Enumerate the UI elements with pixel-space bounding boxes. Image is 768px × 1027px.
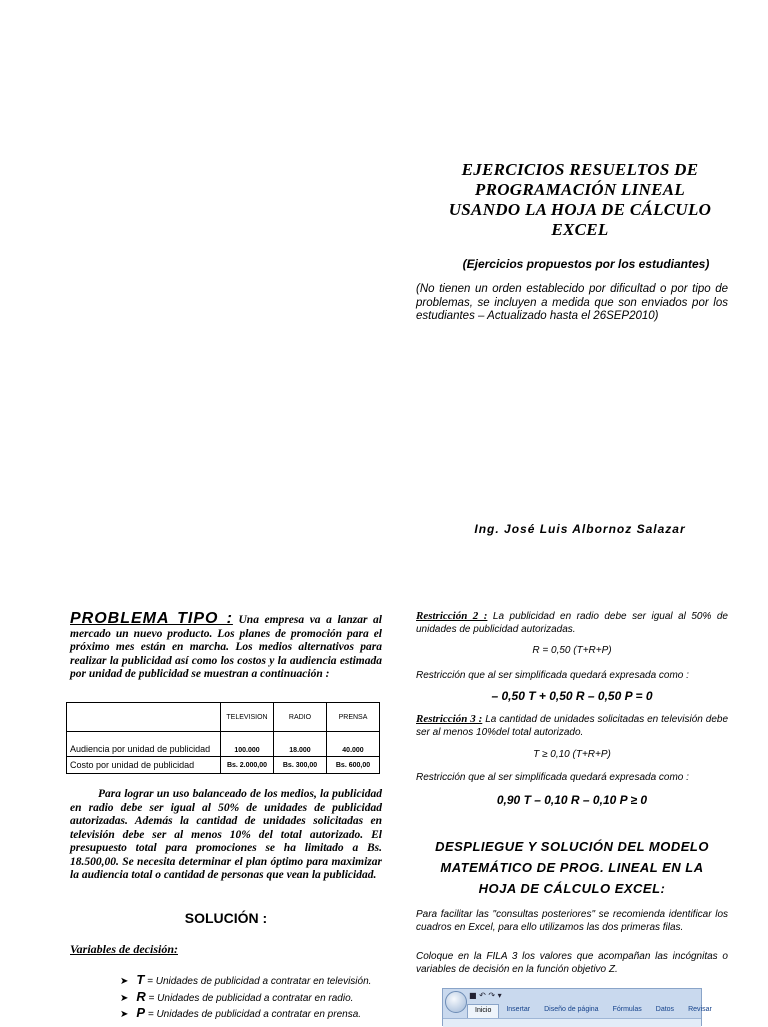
restriction-2-final: – 0,50 T + 0,50 R – 0,50 P = 0 xyxy=(491,689,653,703)
arrow-bullet-icon: ➤ xyxy=(120,976,129,987)
subtitle: (Ejercicios propuestos por los estudiantes) xyxy=(462,257,710,271)
title-line: PROGRAMACIÓN LINEAL xyxy=(474,180,686,199)
restriction-3-simplified-note: Restricción que al ser simplificada quedará expresada como : xyxy=(416,772,689,783)
problem-text: Una empresa va a lanzar al mercado un nuevo producto. Los planes de promoción para el próximo mes están en marcha. Los medios alternativos para realizar la publicidad así como los costos y la audiencia estimada por unidad de publicidad se muestran a continuación : xyxy=(70,614,383,680)
table-cell: Bs. 600,00 xyxy=(327,757,380,774)
restriction-2 xyxy=(416,610,728,636)
table-header-prensa: PRENSA xyxy=(327,703,380,732)
list-item xyxy=(120,1005,361,1020)
table-header-radio: RADIO xyxy=(274,703,327,732)
problem-heading: PROBLEMA TIPO : xyxy=(70,610,233,627)
ribbon-tab: Insertar xyxy=(506,1006,531,1013)
decision-variables-title: Variables de decisión: xyxy=(70,942,178,956)
instruction-paragraph: Coloque en la FILA 3 los valores que acompañan las incógnitas o variables de decisión en la función objetivo Z. xyxy=(416,951,728,975)
document-title xyxy=(410,160,750,240)
variable-description: = Unidades de publicidad a contratar en prensa. xyxy=(145,1009,362,1020)
title-line: USANDO LA HOJA DE CÁLCULO xyxy=(448,200,712,219)
variable-symbol: R xyxy=(136,989,146,1004)
ribbon-tab: Diseño de página xyxy=(544,1006,599,1013)
problem-statement xyxy=(70,612,382,682)
ribbon-tabs xyxy=(467,1004,719,1018)
restriction-3-text: La cantidad de unidades solicitadas en televisión debe ser al menos 10%del total autorizado. xyxy=(416,714,729,738)
table-cell: 40.000 xyxy=(327,732,380,757)
restriction-3-label: Restricción 3 : xyxy=(416,713,483,725)
table-row-label: Costo por unidad de publicidad xyxy=(67,757,221,774)
section-heading-line: MATEMÁTICO DE PROG. LINEAL EN LA xyxy=(440,860,704,875)
restriction-2-text: La publicidad en radio debe ser igual al 50% de unidades de publicidad autorizadas. xyxy=(416,611,728,635)
restriction-2-label: Restricción 2 : xyxy=(416,610,488,622)
table-row-label: Audiencia por unidad de publicidad xyxy=(67,732,221,757)
table-cell xyxy=(67,703,221,732)
table-cell: 100.000 xyxy=(221,732,274,757)
list-item xyxy=(120,989,353,1004)
table-cell: 18.000 xyxy=(274,732,327,757)
restriction-2-equation: R = 0,50 (T+R+P) xyxy=(532,645,612,656)
office-button-icon xyxy=(445,991,467,1013)
title-line: EJERCICIOS RESUELTOS DE xyxy=(461,160,699,179)
media-table xyxy=(66,702,380,774)
instruction-paragraph: Para facilitar las "consultas posteriores" se recomienda identificar los cuadros en Excel, para ello utilizamos las dos primeras filas. xyxy=(416,909,728,933)
restriction-3 xyxy=(416,713,728,739)
quick-access-toolbar-icon: ■ ↶ ↷ ▾ xyxy=(469,991,502,1000)
section-heading xyxy=(416,836,728,899)
section-heading-line: HOJA DE CÁLCULO EXCEL: xyxy=(478,881,666,896)
author: Ing. José Luis Albornoz Salazar xyxy=(474,522,686,536)
list-item xyxy=(120,972,371,987)
problem-conditions: Para lograr un uso balanceado de los medios, la publicidad en radio debe ser igual al 50% de unidades de publicidad autorizadas. Además la cantidad de unidades solicitadas en televisión debe ser al menos 10% del total autorizado. El presupuesto total para promociones se ha limitado a Bs. 18.500,00. Se necesita determinar el plan óptimo para maximizar la audiencia total o cantidad de personas que vean la publicidad. xyxy=(70,788,382,881)
variable-description: = Unidades de publicidad a contratar en radio. xyxy=(145,993,354,1004)
variable-description: = Unidades de publicidad a contratar en televisión. xyxy=(144,976,372,987)
table-cell: Bs. 2.000,00 xyxy=(221,757,274,774)
table-row xyxy=(67,732,380,757)
variable-symbol: P xyxy=(136,1005,146,1020)
table-row xyxy=(67,703,380,732)
table-cell: Bs. 300,00 xyxy=(274,757,327,774)
arrow-bullet-icon: ➤ xyxy=(120,1009,129,1020)
ribbon-tab: Inicio xyxy=(467,1004,499,1018)
table-row xyxy=(67,757,380,774)
restriction-3-equation: T ≥ 0,10 (T+R+P) xyxy=(533,749,611,760)
solution-heading: SOLUCIÓN : xyxy=(184,910,268,926)
section-heading-line: DESPLIEGUE Y SOLUCIÓN DEL MODELO xyxy=(435,839,709,854)
update-note: (No tienen un orden establecido por dificultad o por tipo de problemas, se incluyen a medida que son enviados por los estudiantes – Actualizado hasta el 26SEP2010) xyxy=(416,283,728,322)
ribbon-tab: Datos xyxy=(655,1006,675,1013)
ribbon-tab: Revisar xyxy=(688,1006,712,1013)
excel-ribbon-screenshot xyxy=(442,988,712,1026)
restriction-3-final: 0,90 T – 0,10 R – 0,10 P ≥ 0 xyxy=(496,793,648,807)
restriction-2-simplified-note: Restricción que al ser simplificada quedará expresada como : xyxy=(416,670,689,681)
variable-symbol: T xyxy=(136,972,145,987)
arrow-bullet-icon: ➤ xyxy=(120,993,129,1004)
problem-paragraph xyxy=(70,612,382,682)
ribbon-tab: Fórmulas xyxy=(612,1006,642,1013)
ribbon-body xyxy=(443,1018,701,1027)
table-header-tv: TELEVISION xyxy=(221,703,274,732)
title-line: EXCEL xyxy=(551,220,609,239)
